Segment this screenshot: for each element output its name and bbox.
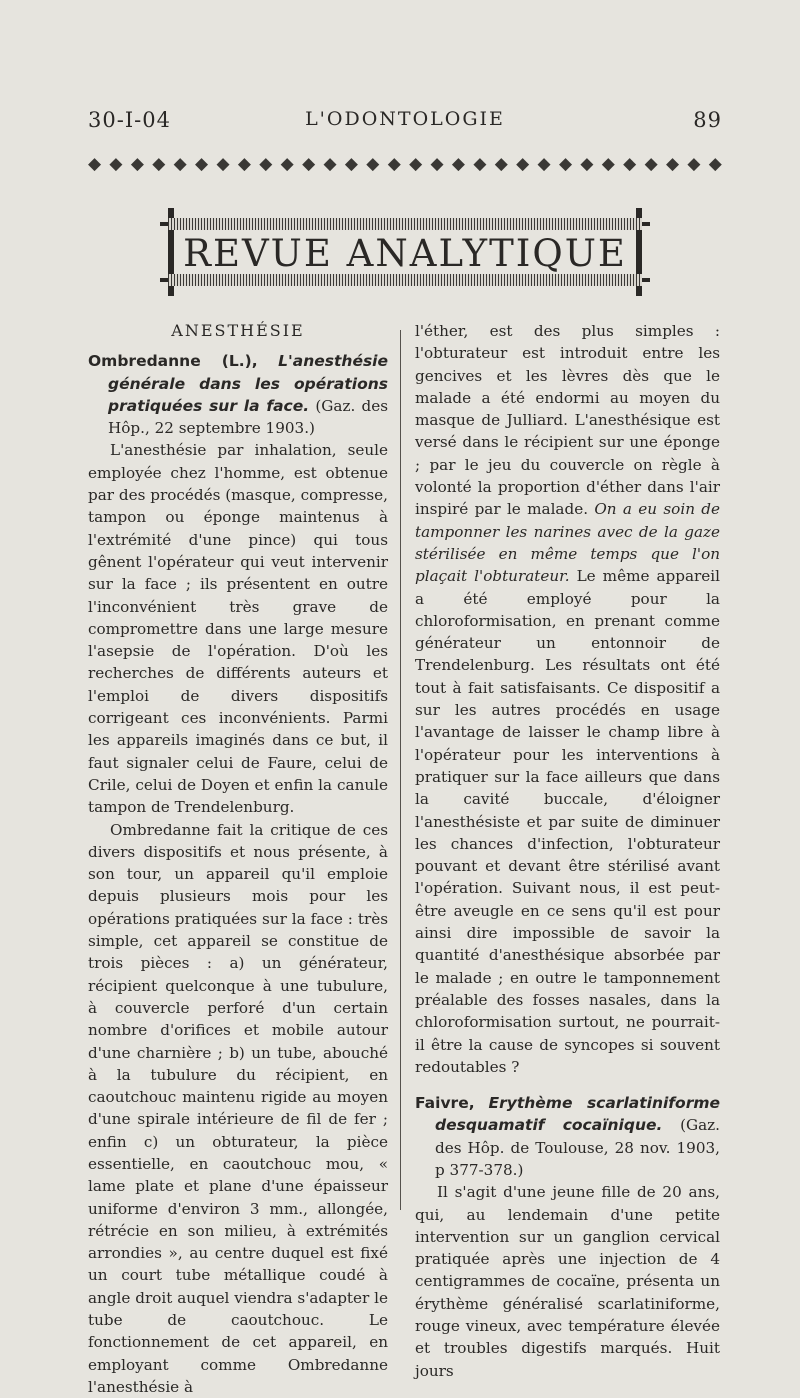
ornament-diamond-icon: ◆ (152, 153, 166, 174)
ornament-diamond-icon: ◆ (237, 153, 251, 174)
ornament-diamond-icon: ◆ (344, 153, 358, 174)
ornament-diamond-icon: ◆ (173, 153, 187, 174)
ornament-diamond-icon: ◆ (537, 153, 551, 174)
ornament-diamond-icon: ◆ (323, 153, 337, 174)
article-author: Faivre, (415, 1094, 475, 1113)
ornament-diamond-icon: ◆ (494, 153, 508, 174)
left-column (88, 320, 388, 1398)
issue-date: 30-I-04 (88, 108, 171, 132)
ornament-diamond-icon: ◆ (601, 153, 615, 174)
banner-hatch-bottom (168, 274, 642, 286)
journal-name: L'ODONTOLOGIE (305, 108, 505, 130)
running-header (88, 108, 722, 140)
article-text: l'éther, est des plus simples : l'obturateur est introduit entre les gencives et les lèvres dès que le malade a été endormi au moyen du masque de Julliard. L'anesthésique est versé dans le récipient sur une éponge ; par le jeu du couvercle on règle à volonté la proportion d'éther dans l'air inspiré par le malade. (415, 322, 720, 519)
article-paragraph: Ombredanne fait la critique de ces divers dispositifs et nous présente, à son tour, un appareil qu'il emploie depuis plusieurs mois pour les opérations pratiquées sur la face : très simple, cet appareil se constitue de trois pièces : a) un générateur, récipient quelconque à une tubulure, à couvercle perforé d'un certain nombre d'orifices et mobile autour d'une charnière ; b) un tube, abouché à la tubulure du récipient, en caoutchouc maintenu rigide au moyen d'une spirale intérieure de fil de fer ; enfin c) un obturateur, la pièce essentielle, en caoutchouc mou, « lame plate et plane d'une épaisseur uniforme d'environ 3 mm., allongée, rétrécie en son milieu, à extrémités arrondies », au centre duquel est fixé un court tube métallique coudé à angle droit auquel viendra s'adapter le tube de caoutchouc. Le fonctionnement de cet appareil, en employant comme Ombredanne l'anesthésie à (88, 820, 388, 1396)
ornament-diamond-icon: ◆ (109, 153, 123, 174)
article-italic-text: On a eu soin de tamponner les narines avec de la gaze stérilisée en même temps que l'on plaçait l'obturateur. (415, 500, 721, 586)
ornament-diamond-icon: ◆ (216, 153, 230, 174)
ornament-diamond-icon: ◆ (195, 153, 209, 174)
article-title: Erythème scarlatiniforme desquamatif cocaïnique. (435, 1094, 720, 1135)
ornament-diamond-icon: ◆ (644, 153, 658, 174)
right-column (415, 320, 720, 1382)
ornament-diamond-icon: ◆ (88, 153, 102, 174)
article-author: Ombredanne (L.), (88, 352, 258, 371)
page-number: 89 (693, 108, 722, 132)
article-text: Le même appareil a été employé pour la chloroformisation, en prenant comme générateur un entonnoir de Trendelenburg. Les résultats ont été tout à fait satisfaisants. Ce dispositif a sur les autres procédés en usage l'avantage de laisser le champ libre à l'opérateur pour les interventions à pratiquer sur la face ailleurs que dans la cavité buccale, d'éloigner l'anesthésiste et par suite de diminuer les chances d'infection, l'obturateur pouvant et devant être stérilisé avant l'opération. Suivant nous, il est peut-être aveugle en ce sens qu'il est pour ainsi dire impossible de savoir la quantité d'anesthésique absorbée par le malade ; en outre le tamponnement préalable des fosses nasales, dans la chloroformisation surtout, ne pourrait-il être la cause de syncopes si souvent redoutables ? (415, 567, 721, 1076)
ornament-diamond-icon: ◆ (623, 153, 637, 174)
ornament-diamond-icon: ◆ (558, 153, 573, 174)
ornament-diamond-icon: ◆ (409, 153, 423, 174)
section-banner (160, 208, 650, 296)
article-heading (88, 350, 388, 439)
article-source: (Gaz. des Hôp., 22 septembre 1903.) (108, 396, 389, 438)
ornament-diamond-icon: ◆ (302, 153, 316, 174)
ornament-diamond-icon: ◆ (451, 153, 465, 174)
ornament-diamond-icon: ◆ (280, 153, 294, 174)
ornament-diamond-icon: ◆ (366, 153, 380, 174)
ornament-diamond-icon: ◆ (430, 153, 444, 174)
article-paragraph-continued (415, 320, 720, 1078)
article-heading (415, 1092, 720, 1181)
banner-hatch-top (168, 218, 642, 230)
article-paragraph: L'anesthésie par inhalation, seule employée chez l'homme, est obtenue par des procédés (masque, compresse, tampon ou éponge maintenus à l'extrémité d'une pince) qui tous gênent l'opérateur qui veut intervenir sur la face ; ils présentent en outre l'inconvénient très grave de compromettre dans une large mesure l'asepsie de l'opération. D'où les recherches de différents auteurs et l'emploi de divers dispositifs corrigeant ces inconvénients. Parmi les appareils imaginés dans ce but, il faut signaler celui de Faure, celui de Crile, celui de Doyen et enfin la canule tampon de Trendelenburg. (88, 441, 388, 817)
ornament-diamond-icon: ◆ (687, 153, 701, 174)
ornament-diamond-icon: ◆ (580, 153, 594, 174)
article-title: L'anesthésie générale dans les opérations pratiquées sur la face. (108, 352, 389, 415)
column-divider (400, 330, 401, 1210)
banner-title: REVUE ANALYTIQUE (183, 232, 627, 275)
ornament-diamond-icon: ◆ (259, 153, 273, 174)
ornament-diamond-icon: ◆ (387, 153, 401, 174)
ornament-rule (88, 152, 722, 176)
article-source: (Gaz. des Hôp. de Toulouse, 28 nov. 1903, p 377-378.) (435, 1116, 721, 1179)
ornament-diamond-icon: ◆ (473, 153, 487, 174)
article-paragraph: Il s'agit d'une jeune fille de 20 ans, qui, au lendemain d'une petite intervention sur un ganglion cervical pratiquée après une injection de 4 centigrammes de cocaïne, présenta un érythème généralisé scarlatiniforme, rouge vineux, avec température élevée et troubles digestifs marqués. Huit jours (415, 1183, 720, 1380)
section-title: ANESTHÉSIE (171, 321, 305, 340)
ornament-diamond-icon: ◆ (516, 153, 530, 174)
ornament-diamond-icon: ◆ (708, 153, 722, 174)
ornament-diamond-icon: ◆ (665, 153, 680, 174)
ornament-diamond-icon: ◆ (130, 153, 144, 174)
